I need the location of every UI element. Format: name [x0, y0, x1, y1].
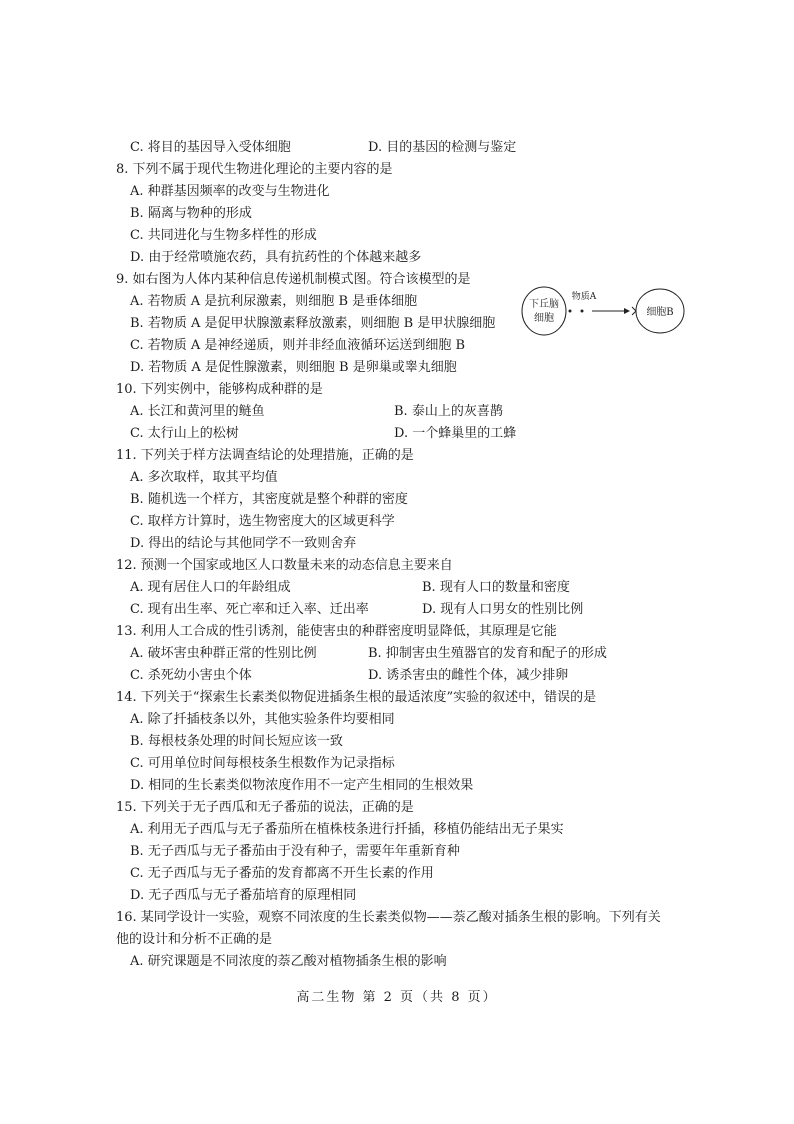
q10-option-a: A. 长江和黄河里的鲢鱼 [130, 404, 265, 419]
q9-option-d: D. 若物质 A 是促性腺激素，则细胞 B 是卵巢或睾丸细胞 [130, 360, 457, 375]
q14-stem: 14. 下列关于“探索生长素类似物促进插条生根的最适浓度”实验的叙述中，错误的是 [116, 690, 597, 705]
q10-option-d: D. 一个蜂巢里的工蜂 [394, 426, 517, 441]
q11-option-a: A. 多次取样，取其平均值 [130, 470, 278, 485]
receptor-icon [632, 307, 636, 315]
signal-transmission-diagram [520, 283, 690, 339]
q9-option-a: A. 若物质 A 是抗利尿激素，则细胞 B 是垂体细胞 [130, 294, 418, 309]
q12-option-b: B. 现有人口的数量和密度 [422, 580, 570, 595]
q9-stem: 9. 如右图为人体内某种信息传递机制模式图。符合该模型的是 [116, 272, 471, 287]
q13-option-c: C. 杀死幼小害虫个体 [130, 668, 252, 683]
page-footer: 高二生物 第 2 页（共 8 页） [296, 990, 498, 1005]
q13-stem: 13. 利用人工合成的性引诱剂，能使害虫的种群密度明显降低，其原理是它能 [116, 624, 557, 639]
q13-option-a: A. 破坏害虫种群正常的性别比例 [130, 646, 317, 661]
q11-stem: 11. 下列关于样方法调查结论的处理措施，正确的是 [116, 448, 414, 463]
arrow-label: 物质A [571, 292, 597, 302]
q14-option-a: A. 除了扦插枝条以外，其他实验条件均要相同 [130, 712, 395, 727]
q12-option-c: C. 现有出生率、死亡率和迁入率、迁出率 [130, 602, 369, 617]
q14-option-d: D. 相同的生长素类似物浓度作用不一定产生相同的生根效果 [130, 778, 474, 793]
q16-option-a: A. 研究课题是不同浓度的萘乙酸对植物插条生根的影响 [130, 954, 447, 969]
q13-option-d: D. 诱杀害虫的雌性个体，减少排卵 [368, 668, 569, 683]
q14-option-c: C. 可用单位时间每根枝条生根数作为记录指标 [130, 756, 395, 771]
q9-option-c: C. 若物质 A 是神经递质，则并非经血液循环运送到细胞 B [130, 338, 466, 353]
substance-dot-icon [581, 310, 584, 313]
q15-option-b: B. 无子西瓜与无子番茄由于没有种子，需要年年重新育种 [130, 844, 460, 859]
left-cell-label-1: 下丘脑 [529, 299, 559, 310]
q15-option-d: D. 无子西瓜与无子番茄培育的原理相同 [130, 888, 357, 903]
q8-option-a: A. 种群基因频率的改变与生物进化 [130, 184, 330, 199]
q12-option-a: A. 现有居住人口的年龄组成 [130, 580, 291, 595]
q15-option-a: A. 利用无子西瓜与无子番茄所在植株枝条进行扦插，移植仍能结出无子果实 [130, 822, 564, 837]
left-cell-label-2: 细胞 [534, 313, 554, 324]
q15-option-c: C. 无子西瓜与无子番茄的发育都离不开生长素的作用 [130, 866, 434, 881]
substance-dot-icon [569, 310, 572, 313]
q16-stem-line-2: 他的设计和分析不正确的是 [116, 932, 273, 947]
q11-option-c: C. 取样方计算时，选生物密度大的区域更科学 [130, 514, 395, 529]
q11-option-b: B. 随机选一个样方，其密度就是整个种群的密度 [130, 492, 408, 507]
q14-option-b: B. 每根枝条处理的时间长短应该一致 [130, 734, 343, 749]
q8-option-b: B. 隔离与物种的形成 [130, 206, 252, 221]
q7-option-d: D. 目的基因的检测与鉴定 [368, 140, 517, 155]
hypothalamus-cell-shape [522, 287, 566, 335]
q8-option-c: C. 共同进化与生物多样性的形成 [130, 228, 317, 243]
q15-stem: 15. 下列关于无子西瓜和无子番茄的说法，正确的是 [116, 800, 414, 815]
q13-option-b: B. 抑制害虫生殖器官的发育和配子的形成 [368, 646, 607, 661]
q10-option-b: B. 泰山上的灰喜鹊 [394, 404, 503, 419]
q10-stem: 10. 下列实例中，能够构成种群的是 [116, 382, 323, 397]
q7-option-c: C. 将目的基因导入受体细胞 [130, 140, 291, 155]
q12-stem: 12. 预测一个国家或地区人口数量未来的动态信息主要来自 [116, 558, 453, 573]
q11-option-d: D. 得出的结论与其他同学不一致则舍弃 [130, 536, 357, 551]
q8-option-d: D. 由于经常喷施农药，具有抗药性的个体越来越多 [130, 250, 422, 265]
arrow-head-icon [624, 308, 630, 314]
q12-option-d: D. 现有人口男女的性别比例 [422, 602, 584, 617]
q8-stem: 8. 下列不属于现代生物进化理论的主要内容的是 [116, 162, 393, 177]
q16-stem-line-1: 16. 某同学设计一实验，观察不同浓度的生长素类似物——萘乙酸对插条生根的影响。下列有关 [116, 910, 661, 925]
q10-option-c: C. 太行山上的松树 [130, 426, 239, 441]
right-cell-label: 细胞B [646, 307, 674, 318]
q9-option-b: B. 若物质 A 是促甲状腺激素释放激素，则细胞 B 是甲状腺细胞 [130, 316, 496, 331]
